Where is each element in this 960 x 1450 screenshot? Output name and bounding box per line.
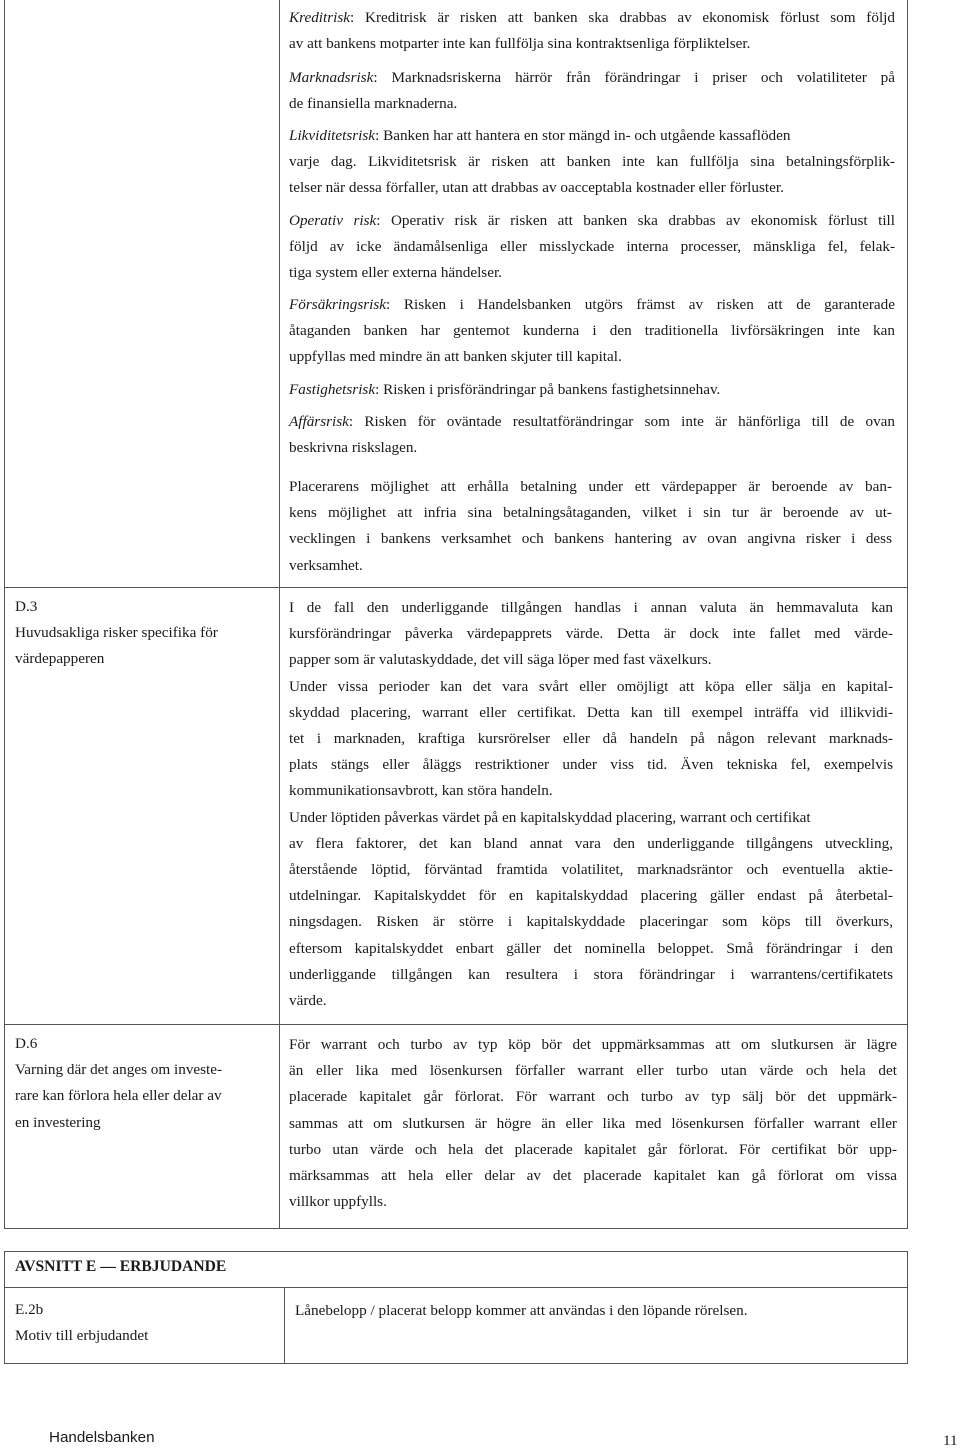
table-row-divider-d3 [4, 587, 908, 588]
d3-title: Huvudsakliga risker specifika för [15, 624, 218, 642]
table-border-left [4, 0, 5, 1229]
d3-line: I de fall den underliggande tillgången handlas i annan valuta än hemmavaluta kan [289, 599, 893, 616]
e2b-title: Motiv till erbjudandet [15, 1327, 149, 1345]
e2b-label [15, 1297, 280, 1349]
affarsrisk: Affärsrisk: Risken för oväntade resultatförändringar som inte är hänförliga till de ovan beskrivna riskslagen. [289, 413, 895, 457]
d6-line: För warrant och turbo av typ köp bör det uppmärksammas att om slutkursen är lägre [289, 1036, 897, 1053]
d3-line: Under löptiden påverkas värdet på en kapitalskyddad placering, warrant och certifikat [289, 808, 811, 826]
d3-line: av flera faktorer, det kan bland annat vara den underliggande tillgångens utveckling, [289, 834, 893, 852]
d3-line: underliggande tillgången kan resultera i stora förändringar i warrantens/certifikatets [289, 965, 893, 983]
d6-line: än eller lika med lösenkursen förfaller warrant eller turbo utan värde och hela det [289, 1062, 897, 1080]
risk-definitions: Kreditrisk: Kreditrisk är risken att banken ska drabbas av ekonomisk förlust som följd av att bankens motparter inte kan fullfölja sina kontraktsenliga förpliktelser. [289, 5, 895, 57]
operativ-risk: Operativ risk: Operativ risk är risken att banken ska drabbas av ekonomisk förlust till följd av icke ändamålsenliga eller misslyckade interna processer, mänskliga fel, felak- tiga system eller externa händelser. [289, 212, 895, 282]
page-number: 11 [943, 1432, 958, 1449]
d3-text [289, 595, 893, 1014]
d6-label: D.6 Varning där det anges om investe- rare kan förlora hela eller delar av en investering [15, 1031, 275, 1136]
section-e-heading: AVSNITT E — ERBJUDANDE [15, 1258, 227, 1275]
d3-line: återstående löptid, förväntad framtida volatilitet, marknadsräntor och eventuella aktie- [289, 861, 893, 879]
fastighetsrisk: Fastighetsrisk: Risken i prisförändringar på bankens fastighetsinnehav. [289, 381, 721, 398]
table-row-divider-d6 [4, 1024, 908, 1025]
table-border-middle [279, 0, 280, 1229]
d6-title: Varning där det anges om investe- [15, 1061, 223, 1079]
e2b-id: E.2b [15, 1301, 44, 1318]
forsakringsrisk: Försäkringsrisk: Risken i Handelsbanken utgörs främst av risken att de garanterade åtaganden banken har gentemot kunderna i den traditionella livförsäkringen inte kan uppfyllas med mindre än att banken skjuter till kapital. [289, 296, 895, 366]
footer-bank-name: Handelsbanken [49, 1429, 155, 1446]
d3-line: ningsdagen. Risken är större i kapitalskyddade placeringar som köps till överkurs, [289, 913, 893, 931]
e2b-text: Lånebelopp / placerat belopp kommer att användas i den löpande rörelsen. [295, 1302, 748, 1319]
d6-id: D.6 [15, 1035, 38, 1052]
d3-line: kommunikationsavbrott, kan störa handeln. [289, 782, 553, 800]
kreditrisk-line: Kreditrisk: Kreditrisk är risken att banken ska drabbas av ekonomisk förlust som följd [289, 9, 895, 26]
d3-line: tet i marknaden, kraftiga kursrörelser eller då handeln på någon relevant marknads- [289, 730, 893, 748]
table-border-right [907, 0, 908, 1229]
d3-line: utdelningar. Kapitalskyddet för en kapitalskyddad placering gäller endast på återbetal- [289, 887, 893, 905]
d6-line: villkor uppfylls. [289, 1193, 387, 1211]
table-border-bottom [4, 1228, 908, 1229]
placerare-paragraph: Placerarens möjlighet att erhålla betalning under ett värdepapper är beroende av ban- kens möjlighet att infria sina betalningsåtaganden, vilket i sin tur är beroende av ut- vecklingen i bankens verksamhet och bankens hantering av ovan angivna risker i dess verksamhet. [289, 478, 892, 574]
d3-line: papper som är valutaskyddade, det vill säga löper med fast växelkurs. [289, 651, 712, 669]
d6-line: turbo utan värde och hela det placerade kapitalet går förlorat. För certifikat bör upp- [289, 1140, 897, 1158]
d3-id: D.3 [15, 598, 38, 615]
d3-line: skyddad placering, warrant eller certifikat. Detta kan till exempel inträffa vid illikvidi- [289, 703, 893, 721]
likviditetsrisk: Likviditetsrisk: Banken har att hantera en stor mängd in- och utgående kassaflöden varje dag. Likviditetsrisk är risken att banken inte kan fullfölja sina betalningsförplik- telser när dessa förfaller, utan att drabbas av oacceptabla kostnader eller förluster. [289, 127, 895, 197]
d3-line: Under vissa perioder kan det vara svårt eller omöjligt att köpa eller sälja en kapital- [289, 677, 893, 695]
marknadsrisk: Marknadsrisk: Marknadsriskerna härrör från förändringar i priser och volatiliteter på de finansiella marknaderna. [289, 69, 895, 113]
d3-label: D.3 Huvudsakliga risker specifika för värdepapperen [15, 594, 275, 673]
d6-line: sammas att om slutkursen är högre än eller lika med lösenkursen förfaller warrant eller [289, 1114, 897, 1132]
d6-line: märksammas att hela eller delar av det placerade kapitalet kan gå förlorat om vissa [289, 1167, 897, 1185]
d6-text [289, 1032, 897, 1215]
d3-line: kursförändringar påverka värdepapprets värde. Detta är dock inte fallet med värde- [289, 625, 893, 643]
d3-line: plats stängs eller åläggs restriktioner under viss tid. Även tekniska fel, exempelvis [289, 756, 893, 774]
d3-line: eftersom kapitalskyddet enbart gäller det nominella beloppet. Små förändringar i den [289, 939, 893, 957]
d6-line: placerade kapitalet går förlorat. För warrant och turbo av typ sälj bör det uppmärk- [289, 1088, 897, 1106]
d3-line: värde. [289, 992, 327, 1010]
